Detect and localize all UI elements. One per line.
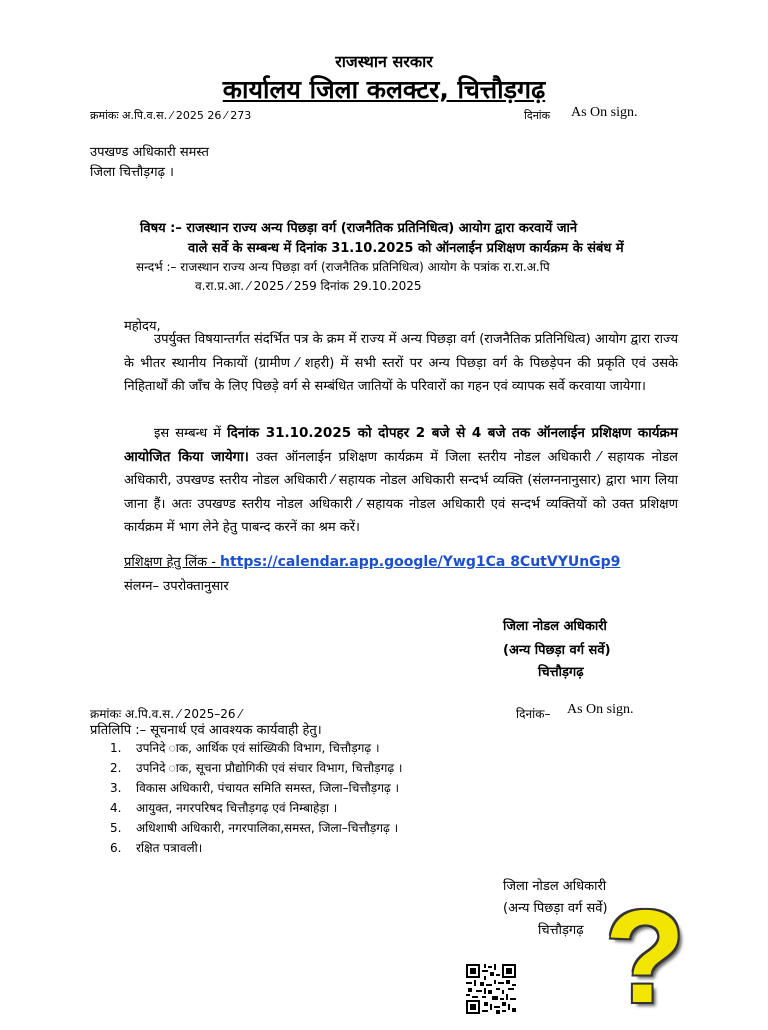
list-item-text: उपनिदे ाक, आर्थिक एवं सांख्यिकी विभाग, चित्तौड़गढ़ । [136,741,380,755]
list-item-text: अधिशाषी अधिकारी, नगरपालिका,समस्त, जिला–चित्तौड़गढ़ । [136,821,399,835]
list-item-number: 3. [110,781,122,795]
signatory-2-title: जिला नोडल अधिकारी [503,879,607,894]
signatory-2-location: चित्तौड़गढ़ [538,923,584,938]
para2-intro: इस सम्बन्ध में [154,426,228,441]
qr-code-icon [466,964,516,1014]
copy-ref-no: क्रमांकः अ.पि.व.स. ⁄ 2025–26 ⁄ [90,707,242,721]
letter-date-value: As On sign. [571,105,638,120]
question-mark-overlay: ? [604,883,686,1030]
list-item-number: 5. [110,821,122,835]
reference-line-1: सन्दर्भ :– राजस्थान राज्य अन्य पिछड़ा वर्ग (राजनैतिक प्रतिनिधित्व) आयोग के पत्रांक रा.रा.अ.पि [136,260,550,274]
training-link-label: प्रशिक्षण हेतु लिंक - [124,555,221,570]
letter-ref-no: क्रमांकः अ.पि.व.स. ⁄ 2025 26 ⁄ 273 [90,109,252,122]
salutation: महोदय, [124,319,161,334]
office-title: कार्यालय जिला कलक्टर, चित्तौड़गढ़ [222,75,546,104]
letter-date-label: दिनांक [524,109,551,122]
list-item [110,778,402,798]
list-item [110,758,402,778]
reference-line-2: व.रा.प्र.आ. ⁄ 2025 ⁄ 259 दिनांक 29.10.2025 [195,279,422,293]
body-paragraph-1 [124,328,678,399]
body-paragraph-1-text: उपर्युक्त विषयान्तर्गत संदर्भित पत्र के क्रम में राज्य में अन्य पिछड़ा वर्ग (राजनैतिक प्रतिनिधित्व) आयोग द्वारा राज्य के भीतर स्थानीय निकायों (ग्रामीण ⁄ शहरी) में सभी स्तरों पर अन्य पिछड़ा वर्ग के पिछड़ेपन की प्रकृति एवं उसके निहितार्थों की जाँच के लिए पिछड़े वर्ग से सम्बंधित जातियों के परिवारों का गहन एवं व्यापक सर्वे करवाया जायेगा। [124,332,678,394]
signatory-1-department: (अन्य पिछड़ा वर्ग सर्वे) [503,643,611,658]
list-item [110,738,402,758]
list-item [110,818,402,838]
copy-date-label: दिनांक– [516,707,551,721]
subject-line-2: वाले सर्वे के सम्बन्ध में दिनांक 31.10.2025 को ऑनलाईन प्रशिक्षण कार्यक्रम के संबंध में [188,241,624,256]
list-item-text: आयुक्त, नगरपरिषद चित्तौड़गढ़ एवं निम्बाहेड़ा । [136,801,338,815]
copy-recipients-list [110,738,402,858]
government-heading: राजस्थान सरकार [335,52,433,71]
recipient-line-2: जिला चित्तौड़गढ़ । [90,165,174,180]
office-heading [0,72,768,106]
list-item-number: 2. [110,761,122,775]
recipient-line-1: उपखण्ड अधिकारी समस्त [90,145,209,160]
training-schedule-highlight: दिनांक 31.10.2025 को दोपहर 2 बजे से 4 बजे तक ऑनलाईन प्रशिक्षण कार्यक्रम आयोजित किया जायेगा। [124,425,678,465]
list-item [110,798,402,818]
body-paragraph-2 [124,422,678,540]
list-item-text: रक्षित पत्रावली। [136,841,203,855]
list-item-text: विकास अधिकारी, पंचायत समिति समस्त, जिला–चित्तौड़गढ़ । [136,781,400,795]
list-item-number: 1. [110,741,122,755]
signatory-1-title: जिला नोडल अधिकारी [503,619,607,634]
subject-line-1: विषय :– राजस्थान राज्य अन्य पिछड़ा वर्ग (राजनैतिक प्रतिनिधित्व) आयोग द्वारा करवायें जाने [140,221,578,236]
signatory-2-department: (अन्य पिछड़ा वर्ग सर्वे) [503,901,608,916]
signatory-1-location: चित्तौड़गढ़ [538,665,584,680]
list-item-text: उपनिदे ाक, सूचना प्रौद्योगिकी एवं संचार विभाग, चित्तौड़गढ़ । [136,761,403,775]
list-item-number: 4. [110,801,122,815]
enclosure-note: संलग्न– उपरोक्तानुसार [124,579,229,594]
training-link[interactable]: https://calendar.app.google/Ywg1Ca 8CutVYUnGp9 [220,554,621,570]
copy-intro: प्रतिलिपि :– सूचनार्थ एवं आवश्यक कार्यवाही हेतु। [90,723,322,738]
training-link-row [124,552,620,570]
para2-rest: उक्त ऑनलाईन प्रशिक्षण कार्यक्रम में जिला स्तरीय नोडल अधिकारी ⁄ सहायक नोडल अधिकारी, उपखण्ड स्तरीय नोडल अधिकारी ⁄ सहायक नोडल अधिकारी सन्दर्भ व्यक्ति (संलग्ननानुसार) द्वारा भाग लिया जाना हैं। अतः उपखण्ड स्तरीय नोडल अधिकारी ⁄ सहायक नोडल अधिकारी एवं सन्दर्भ व्यक्तियों को उक्त प्रशिक्षण कार्यक्रम में भाग लेने हेतु पाबन्द करनें का श्रम करें। [124,449,678,535]
copy-date-value: As On sign. [567,702,634,717]
list-item-number: 6. [110,841,122,855]
list-item [110,838,402,858]
